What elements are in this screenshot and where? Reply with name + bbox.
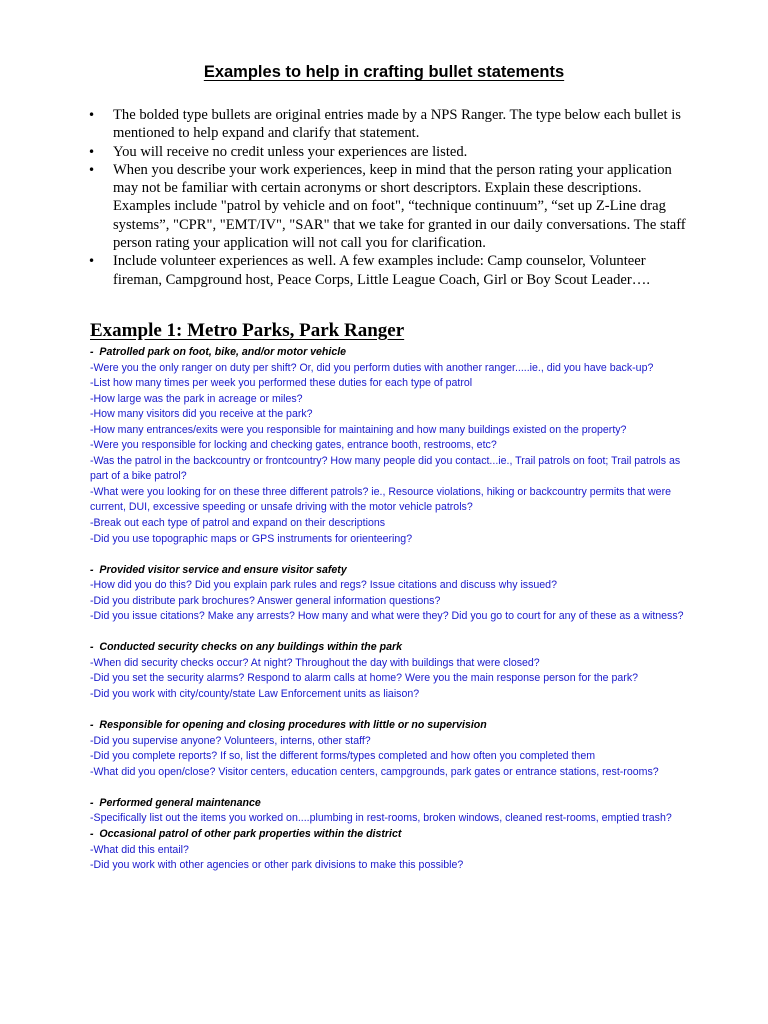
question-item: -Did you issue citations? Make any arrests? How many and what were they? Did you go to court for any of these as a witness?	[90, 610, 684, 623]
question-item: -Did you work with other agencies or other park divisions to make this possible?	[90, 859, 464, 872]
question-item: -Break out each type of patrol and expand on their descriptions	[90, 517, 386, 530]
section-title: - Conducted security checks on any buildings within the park	[90, 641, 402, 654]
document-title: Examples to help in crafting bullet statements	[203, 63, 565, 81]
question-item: -Was the patrol in the backcountry or frontcountry? How many people did you contact...ie., Trail patrols on foot; Trail patrols as part of a bike patrol?	[90, 454, 681, 483]
question-item: -Did you set the security alarms? Respond to alarm calls at home? Were you the main response person for the park?	[90, 672, 639, 685]
intro-bullet: • The bolded type bullets are original entries made by a NPS Ranger. The type below each bullet is mentioned to help expand and clarify that statement.	[88, 106, 688, 143]
section-title: - Occasional patrol of other park properties within the district	[90, 827, 402, 840]
question-item: -Were you responsible for locking and checking gates, entrance booth, restrooms, etc?	[90, 439, 497, 452]
question-item: -How large was the park in acreage or miles?	[90, 392, 303, 405]
question-item: -When did security checks occur? At night? Throughout the day with buildings that were closed?	[90, 656, 540, 669]
section-maintenance	[90, 796, 690, 827]
section-district-patrol	[90, 827, 690, 874]
question-item: -What were you looking for on these three different patrols? ie., Resource violations, hiking or backcountry permits that were current, DUI, excessive speeding or unsafe driving with the motor vehicle patrols?	[90, 485, 671, 514]
section-title: - Responsible for opening and closing procedures with little or no supervision	[90, 719, 487, 732]
question-item: -Were you the only ranger on duty per shift? Or, did you perform duties with another ranger.....ie., did you have back-up?	[90, 361, 654, 374]
example-heading: Example 1: Metro Parks, Park Ranger	[90, 320, 405, 341]
section-title: - Provided visitor service and ensure visitor safety	[90, 563, 347, 576]
example-sections	[90, 345, 690, 874]
section-visitor-service	[90, 563, 690, 625]
question-item: -Did you complete reports? If so, list the different forms/types completed and how often you completed them	[90, 750, 596, 763]
question-item: -How many visitors did you receive at the park?	[90, 408, 313, 421]
intro-bullet: • Include volunteer experiences as well. A few examples include: Camp counselor, Volunteer fireman, Campground host, Peace Corps, Little League Coach, Girl or Boy Scout Leader….	[88, 252, 688, 289]
question-item: -What did you open/close? Visitor centers, education centers, campgrounds, park gates or entrance stations, rest-rooms?	[90, 765, 659, 778]
question-item: -How many entrances/exits were you responsible for maintaining and how many buildings existed on the property?	[90, 423, 627, 436]
question-item: -How did you do this? Did you explain park rules and regs? Issue citations and discuss why issued?	[90, 579, 557, 592]
question-item: -Did you distribute park brochures? Answer general information questions?	[90, 594, 441, 607]
intro-bullet-list	[88, 106, 688, 289]
question-item: -Did you supervise anyone? Volunteers, interns, other staff?	[90, 734, 371, 747]
section-opening-closing	[90, 718, 690, 780]
question-item: -Did you use topographic maps or GPS instruments for orienteering?	[90, 532, 413, 545]
section-security-checks	[90, 640, 690, 702]
question-item: -Specifically list out the items you worked on....plumbing in rest-rooms, broken windows, cleaned rest-rooms, emptied trash?	[90, 812, 672, 825]
question-item: -What did this entail?	[90, 843, 189, 856]
section-title: - Patrolled park on foot, bike, and/or motor vehicle	[90, 346, 347, 358]
section-title: - Performed general maintenance	[90, 796, 261, 809]
intro-bullet: • When you describe your work experiences, keep in mind that the person rating your application may not be familiar with certain acronyms or short descriptors. Explain these descriptions. Examples include "patrol by vehicle and on foot", “technique continuum”, “set up Z-Line drag systems”, "CPR", "EMT/IV", "SAR" that we take for granted in our daily conversations. The staff person rating your application will not call you for clarification.	[88, 161, 688, 252]
question-item: -List how many times per week you performed these duties for each type of patrol	[90, 377, 473, 390]
question-item: -Did you work with city/county/state Law Enforcement units as liaison?	[90, 688, 420, 701]
intro-bullet: • You will receive no credit unless your experiences are listed.	[88, 143, 688, 161]
section-patrol	[90, 345, 690, 547]
